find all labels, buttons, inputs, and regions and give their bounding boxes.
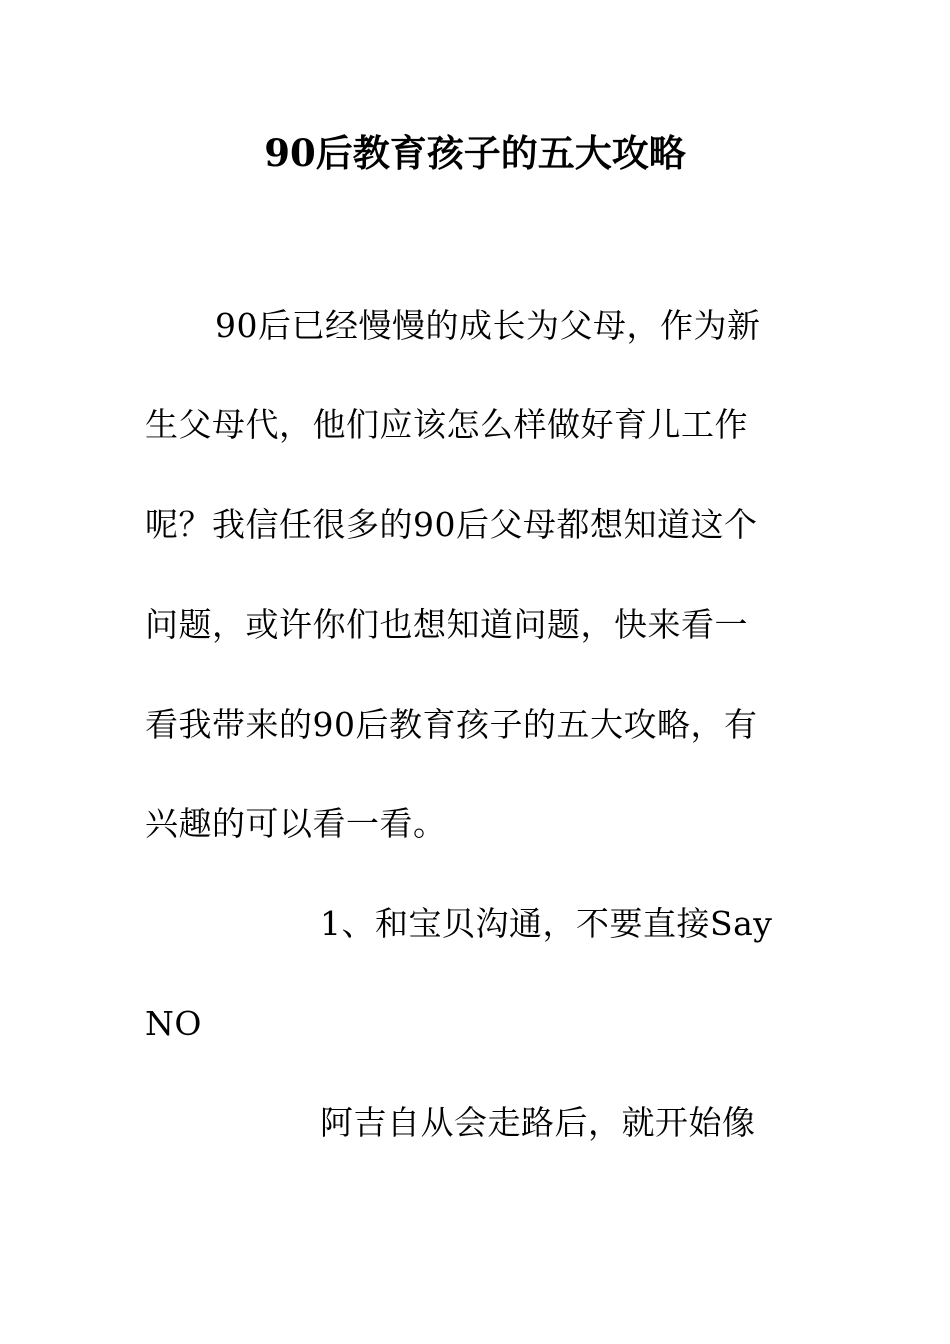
section-heading-line: 1、和宝贝沟通，不要直接Say	[320, 904, 773, 943]
paragraph-line: 生父母代，他们应该怎么样做好育儿工作	[145, 405, 748, 444]
document-title: 90后教育孩子的五大攻略	[264, 131, 686, 175]
paragraph-line: 阿吉自从会走路后，就开始像	[320, 1103, 756, 1142]
section-heading-line: NO	[145, 1004, 202, 1043]
paragraph-line: 兴趣的可以看一看。	[145, 804, 447, 843]
paragraph-line: 看我带来的90后教育孩子的五大攻略，有	[145, 705, 758, 744]
paragraph-line: 问题，或许你们也想知道问题，快来看一	[145, 605, 748, 644]
paragraph-line: 90后已经慢慢的成长为父母，作为新	[215, 306, 761, 345]
paragraph-line: 呢？我信任很多的90后父母都想知道这个	[145, 505, 758, 544]
